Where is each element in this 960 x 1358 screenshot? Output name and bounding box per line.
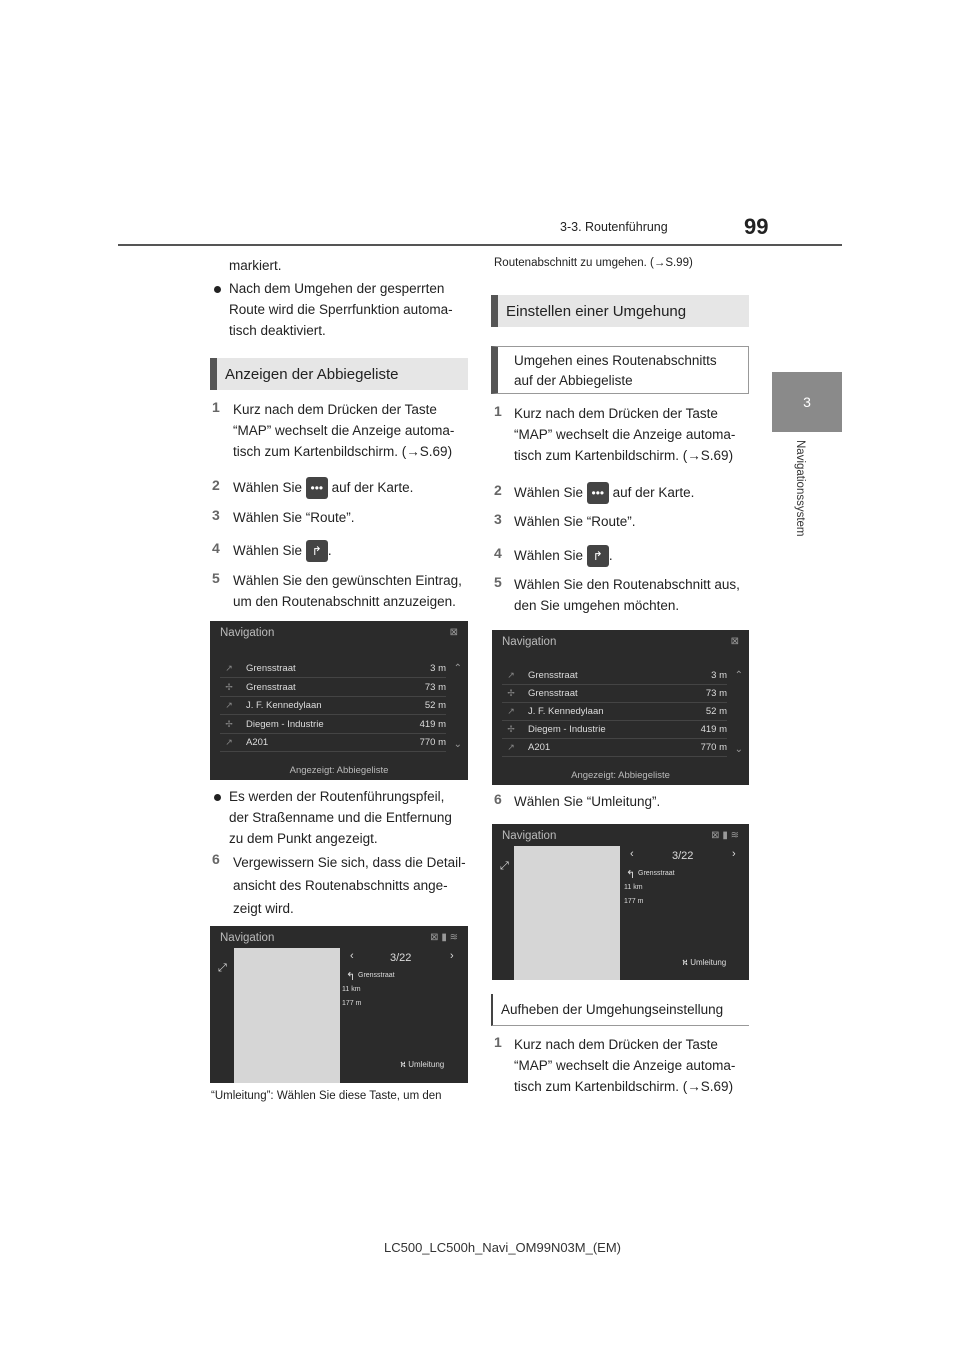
map-view[interactable]	[234, 948, 340, 1083]
step-number: 1	[212, 399, 220, 415]
turn-list-screen	[492, 630, 749, 785]
list-item[interactable]: ✢ Diegem - Industrie 419 m	[502, 720, 727, 739]
step-number: 3	[212, 507, 220, 523]
chevron-left-icon[interactable]: ‹	[350, 950, 354, 962]
step-number: 3	[494, 511, 502, 527]
turn-list-screen	[210, 621, 468, 780]
status-icon: ⊠ ▮ ≋	[430, 932, 458, 943]
status-icon: ⊠	[730, 636, 739, 647]
step-number: 2	[494, 482, 502, 498]
step-text: Wählen Sie “Route”.	[233, 510, 355, 525]
step-text: Wählen Sie ↱ .	[233, 540, 332, 562]
step-text: Kurz nach dem Drücken der Taste “MAP” wechselt die Anzeige automa- tisch zum Kartenbildschirm. (→S.69)	[514, 1037, 736, 1094]
step-text: Kurz nach dem Drücken der Taste “MAP” wechselt die Anzeige automa- tisch zum Kartenbildschirm. (→S.69)	[233, 402, 455, 459]
bullet-icon	[214, 794, 221, 801]
section-heading: Anzeigen der Abbiegeliste	[210, 358, 468, 390]
step-number: 5	[212, 570, 220, 586]
screen-title: Navigation	[220, 932, 275, 944]
page-indicator: 3/22	[390, 952, 412, 964]
turn-icon: ↗	[225, 662, 233, 673]
caption: “Umleitung”: Wählen Sie diese Taste, um den	[211, 1090, 442, 1102]
map-view[interactable]	[514, 846, 620, 980]
step-text: Wählen Sie “Umleitung”.	[514, 794, 661, 809]
list-item[interactable]: ↗ J. F. Kennedylaan 52 m	[220, 696, 446, 715]
step-text: Wählen Sie “Route”.	[514, 514, 636, 529]
chapter-label: Navigationssystem	[794, 440, 806, 537]
page-number: 99	[744, 214, 769, 239]
distance-km: 11 km	[342, 986, 361, 993]
turn-icon: ↗	[225, 736, 233, 747]
step-number: 4	[494, 545, 502, 561]
list-item[interactable]: ↗ A201 770 m	[502, 738, 727, 757]
scroll-up-icon[interactable]: ⌃	[453, 663, 462, 674]
screen-title: Navigation	[220, 627, 275, 639]
list-item[interactable]: ↗ Grensstraat 3 m	[502, 666, 727, 685]
scroll-up-icon[interactable]: ⌃	[734, 670, 743, 681]
turn-icon: ✢	[507, 723, 515, 734]
turn-icon: ✢	[507, 687, 515, 698]
section-title: 3-3. Routenführung	[560, 220, 668, 234]
step-number: 1	[494, 403, 502, 419]
intro-text: markiert.	[229, 258, 282, 273]
detour-button[interactable]: ⛕ Umleitung	[400, 1060, 445, 1069]
list-item[interactable]: ↗ A201 770 m	[220, 733, 446, 752]
turn-icon: ↗	[507, 669, 515, 680]
turn-icon: ↗	[225, 699, 233, 710]
list-item[interactable]: ↗ J. F. Kennedylaan 52 m	[502, 702, 727, 721]
status-icon: ⊠ ▮ ≋	[711, 830, 739, 841]
distance-m: 177 m	[624, 898, 644, 905]
turn-icon: ↗	[507, 705, 515, 716]
bullet-text: Nach dem Umgehen der gesperrten Route wird die Sperrfunktion automa- tisch deaktiviert.	[229, 281, 453, 338]
turn-icon: ↗	[507, 741, 515, 752]
street-name: Grensstraat	[358, 972, 395, 979]
step-text: Wählen Sie den Routenabschnitt aus, den Sie umgehen möchten.	[514, 577, 740, 613]
list-item[interactable]: ↗ Grensstraat 3 m	[220, 659, 446, 678]
chevron-right-icon[interactable]: ›	[732, 848, 736, 860]
route-detail-screen	[492, 824, 749, 980]
step-text: Wählen Sie den gewünschten Eintrag, um den Routenabschnitt anzuzeigen.	[233, 573, 462, 609]
step-text: Wählen Sie ••• auf der Karte.	[514, 482, 694, 504]
document-code: LC500_LC500h_Navi_OM99N03M_(EM)	[384, 1240, 622, 1255]
step-text: Kurz nach dem Drücken der Taste “MAP” wechselt die Anzeige automa- tisch zum Kartenbildschirm. (→S.69)	[514, 406, 736, 463]
bullet-text: Es werden der Routenführungspfeil, der Straßenname und die Entfernung zu dem Punkt angezeigt.	[229, 789, 452, 846]
step-text: Vergewissern Sie sich, dass die Detail- ansicht des Routenabschnitts ange- zeigt wird.	[233, 855, 466, 916]
list-item[interactable]: ✢ Grensstraat 73 m	[502, 684, 727, 703]
route-detail-screen	[210, 926, 468, 1083]
step-text: Wählen Sie ↱ .	[514, 545, 613, 567]
screen-footer: Angezeigt: Abbiegeliste	[289, 765, 389, 776]
subsection-heading: Aufheben der Umgehungseinstellung	[491, 994, 749, 1026]
route-list-icon: ↱	[587, 545, 609, 567]
scroll-down-icon[interactable]: ⌄	[734, 744, 743, 755]
distance-m: 177 m	[342, 1000, 362, 1007]
step-number: 2	[212, 477, 220, 493]
step-text: Wählen Sie ••• auf der Karte.	[233, 477, 413, 499]
turn-icon: ✢	[225, 681, 233, 692]
list-item[interactable]: ✢ Diegem - Industrie 419 m	[220, 715, 446, 734]
screen-title: Navigation	[502, 830, 557, 842]
intro-text: Routenabschnitt zu umgehen. (→S.99)	[494, 257, 693, 269]
subsection-heading: Umgehen eines Routenabschnitts auf der Abbiegeliste	[491, 346, 749, 394]
expand-icon[interactable]: ⤢	[500, 860, 509, 872]
bullet-icon	[214, 286, 221, 293]
more-options-icon: •••	[306, 477, 328, 499]
turn-icon: ✢	[225, 718, 233, 729]
step-number: 5	[494, 574, 502, 590]
chapter-tab: 3	[772, 372, 842, 432]
detour-button[interactable]: ⛕ Umleitung	[682, 958, 727, 967]
step-number: 6	[494, 791, 502, 807]
step-number: 1	[494, 1034, 502, 1050]
screen-title: Navigation	[502, 636, 557, 648]
more-options-icon: •••	[587, 482, 609, 504]
distance-km: 11 km	[624, 884, 643, 891]
section-heading: Einstellen einer Umgehung	[491, 295, 749, 327]
chevron-left-icon[interactable]: ‹	[630, 848, 634, 860]
step-number: 4	[212, 540, 220, 556]
header-rule	[118, 244, 842, 246]
turn-arrow-icon: ↰	[346, 971, 356, 983]
turn-arrow-icon: ↰	[626, 869, 636, 881]
status-icon: ⊠	[449, 627, 458, 638]
step-number: 6	[212, 851, 220, 867]
expand-icon[interactable]: ⤢	[218, 962, 227, 974]
screen-footer: Angezeigt: Abbiegeliste	[571, 770, 670, 781]
chevron-right-icon[interactable]: ›	[450, 950, 454, 962]
scroll-down-icon[interactable]: ⌄	[453, 739, 462, 750]
street-name: Grensstraat	[638, 870, 675, 877]
page-indicator: 3/22	[672, 850, 694, 862]
route-list-icon: ↱	[306, 540, 328, 562]
list-item[interactable]: ✢ Grensstraat 73 m	[220, 678, 446, 697]
